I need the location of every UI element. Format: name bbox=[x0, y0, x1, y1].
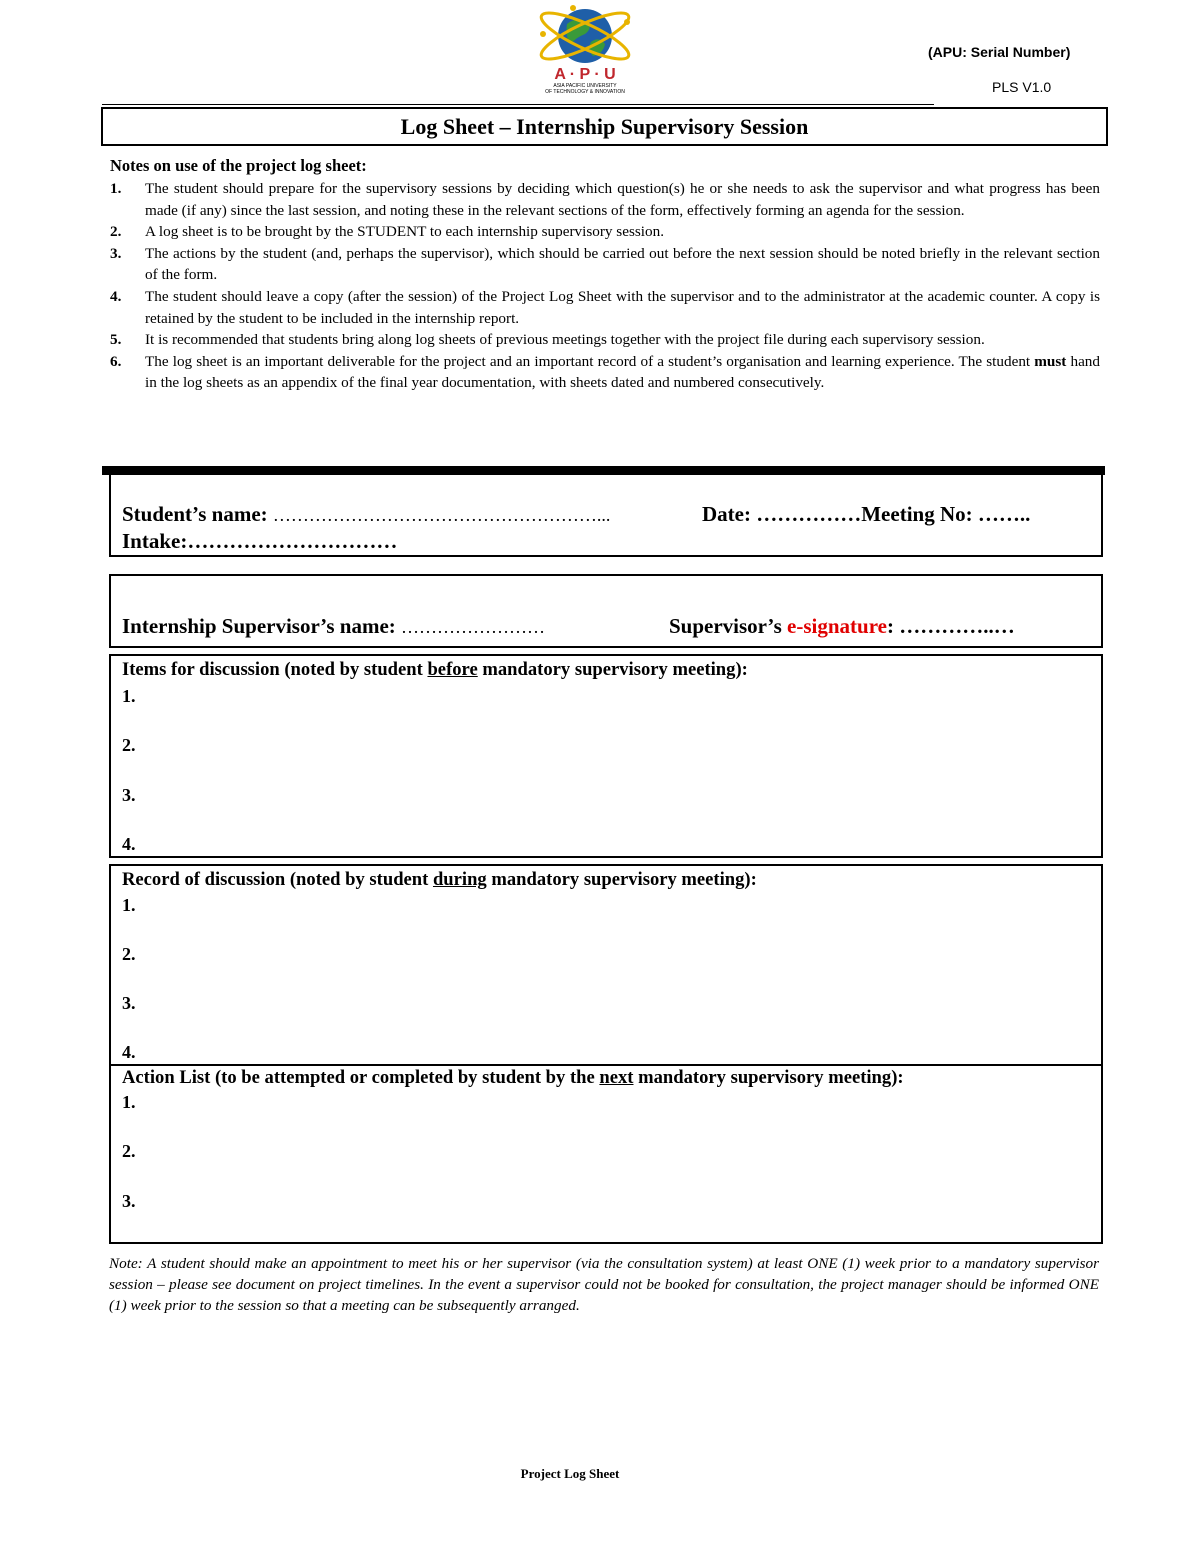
notes-item-text: The log sheet is an important deliverable for the project and an important record of a student’s organisation and learning experience. The student bbox=[145, 352, 1035, 370]
notes-item-number: 6. bbox=[110, 352, 122, 370]
list-item[interactable]: 2. bbox=[122, 944, 136, 964]
list-item[interactable]: 1. bbox=[122, 895, 136, 915]
header-divider bbox=[102, 104, 934, 105]
student-name-label: Student’s name: bbox=[122, 502, 268, 526]
notes-item-text: A log sheet is to be brought by the STUDENT to each internship supervisory session. bbox=[145, 223, 664, 241]
notes-item-text: It is recommended that students bring along log sheets of previous meetings together with the project file during each supervisory session. bbox=[145, 331, 985, 349]
student-name-field[interactable]: ………………………………………………... bbox=[272, 505, 611, 525]
supervisor-signature-row bbox=[669, 614, 1015, 639]
list-item[interactable]: 1. bbox=[122, 1092, 136, 1112]
intake-field[interactable]: ………………………… bbox=[187, 529, 398, 553]
page-title: Log Sheet – Internship Supervisory Session bbox=[101, 107, 1108, 146]
list-item[interactable]: 3. bbox=[122, 993, 136, 1013]
student-name-row bbox=[122, 502, 610, 527]
intake-label: Intake: bbox=[122, 529, 188, 553]
notes-item bbox=[110, 243, 1100, 286]
notes-item bbox=[110, 329, 1100, 351]
meeting-number-field[interactable]: …….. bbox=[977, 502, 1031, 526]
notes-item bbox=[110, 286, 1100, 329]
serial-number-label: (APU: Serial Number) bbox=[928, 44, 1071, 60]
signature-colon: : bbox=[886, 614, 894, 638]
notes-item-number: 3. bbox=[110, 244, 122, 262]
list-item[interactable]: 3. bbox=[122, 785, 136, 805]
apu-logo bbox=[515, 2, 655, 98]
section-heading bbox=[122, 1067, 904, 1089]
notes-item bbox=[110, 351, 1100, 394]
section-heading bbox=[122, 869, 757, 891]
student-info-box bbox=[109, 475, 1103, 557]
date-label: Date: bbox=[702, 502, 751, 526]
list-item[interactable]: 4. bbox=[122, 834, 136, 854]
notes-item-text: The student should prepare for the supervisory sessions by deciding which question(s) he or she needs to ask the supervisor and what progress has been made (if any) since the last session, and noting these in the relevant sections of the form, effectively forming an agenda for the session. bbox=[145, 180, 1100, 219]
notes-list bbox=[110, 178, 1100, 394]
supervisor-name-label: Internship Supervisor’s name: bbox=[122, 614, 396, 638]
logo-letters: A · P · U bbox=[554, 66, 616, 83]
supervisor-name-row bbox=[122, 614, 545, 639]
version-label: PLS V1.0 bbox=[992, 79, 1052, 95]
section-heading-text-end: mandatory supervisory meeting): bbox=[486, 869, 757, 890]
record-of-discussion-box bbox=[109, 864, 1103, 1066]
section-heading-emphasis: before bbox=[427, 659, 478, 680]
section-heading-text: Action List (to be attempted or completed by student by the bbox=[122, 1067, 600, 1088]
date-meeting-row bbox=[702, 502, 1030, 527]
intake-row bbox=[122, 529, 397, 554]
section-heading-text-end: mandatory supervisory meeting): bbox=[633, 1067, 904, 1088]
notes-item-text: The actions by the student (and, perhaps the supervisor), which should be carried out before the next session should be noted briefly in the relevant section of the form. bbox=[145, 244, 1100, 284]
e-signature-label: e-signature bbox=[787, 614, 887, 638]
footnote: Note: A student should make an appointment to meet his or her supervisor (via the consultation system) at least ONE (1) week prior to a mandatory supervisor session – please see document on project timelines. In the event a supervisor could not be booked for consultation, the project manager should be informed ONE (1) week prior to the session so that a meeting can be subsequently arranged. bbox=[109, 1255, 1099, 1314]
date-field[interactable]: …………… bbox=[756, 502, 862, 526]
list-item[interactable]: 4. bbox=[122, 1042, 136, 1062]
section-divider-bar bbox=[102, 466, 1105, 475]
notes-item-emphasis: must bbox=[1034, 352, 1067, 370]
notes-item-number: 1. bbox=[110, 180, 122, 197]
supervisor-signature-field[interactable]: …………..… bbox=[899, 614, 1015, 638]
section-heading bbox=[122, 659, 748, 681]
section-heading-text: Items for discussion (noted by student bbox=[122, 659, 428, 680]
list-item[interactable]: 2. bbox=[122, 735, 136, 755]
notes-item bbox=[110, 178, 1100, 221]
list-item[interactable]: 3. bbox=[122, 1191, 136, 1211]
logo-subtitle-2: OF TECHNOLOGY & INNOVATION bbox=[545, 89, 625, 95]
notes-item-number: 5. bbox=[110, 331, 122, 349]
notes-item-text-end: hand in the log sheets as an appendix of the final year documentation, with sheets dated and numbered consecutively. bbox=[145, 352, 1100, 392]
notes-section bbox=[110, 156, 1100, 394]
page-footer: Project Log Sheet bbox=[520, 1466, 620, 1481]
supervisor-signature-label: Supervisor’s bbox=[669, 614, 788, 638]
notes-item-text: The student should leave a copy (after the session) of the Project Log Sheet with the supervisor and to the administrator at the academic counter. A copy is retained by the student to be included in the internship report. bbox=[145, 287, 1100, 327]
list-item[interactable]: 2. bbox=[122, 1141, 136, 1161]
notes-item-number: 2. bbox=[110, 223, 122, 241]
notes-item bbox=[110, 221, 1100, 243]
supervisor-name-field[interactable]: …………………… bbox=[401, 617, 546, 637]
section-heading-emphasis: during bbox=[432, 869, 487, 890]
globe-icon bbox=[536, 5, 633, 67]
section-heading-text-end: mandatory supervisory meeting): bbox=[477, 659, 748, 680]
supervisor-info-box bbox=[109, 574, 1103, 648]
action-list-box bbox=[109, 1062, 1103, 1244]
notes-heading: Notes on use of the project log sheet: bbox=[110, 156, 367, 175]
section-heading-text: Record of discussion (noted by student bbox=[122, 869, 433, 890]
meeting-number-label: Meeting No: bbox=[861, 502, 973, 526]
list-item[interactable]: 1. bbox=[122, 686, 136, 706]
notes-item-number: 4. bbox=[110, 287, 122, 305]
section-heading-emphasis: next bbox=[599, 1067, 634, 1088]
items-for-discussion-box bbox=[109, 654, 1103, 858]
logo-subtitle-1: ASIA PACIFIC UNIVERSITY bbox=[553, 83, 617, 89]
